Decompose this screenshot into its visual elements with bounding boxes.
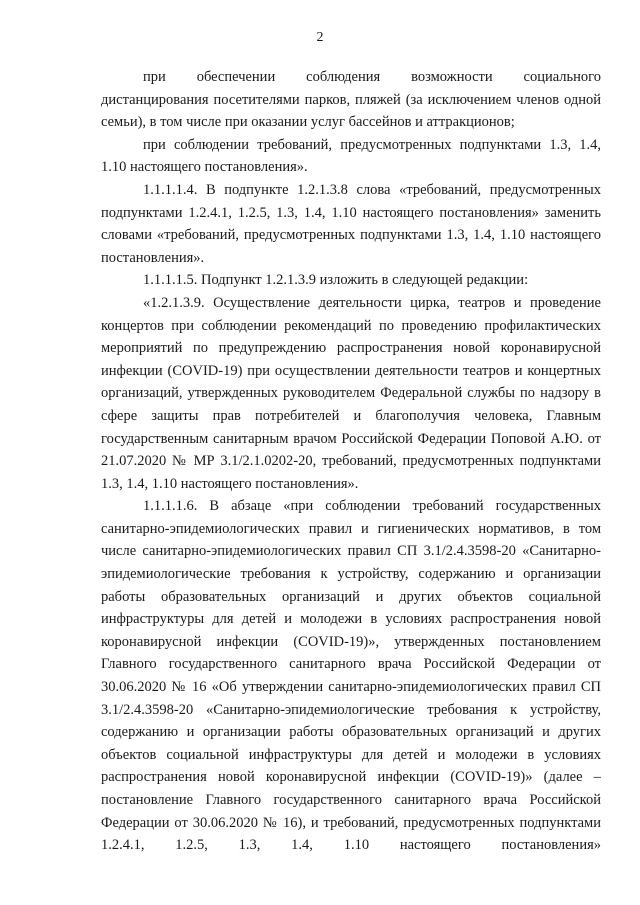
document-body [101,66,601,857]
page-number: 2 [316,30,324,45]
paragraph-1-1-1-1-4: 1.1.1.1.4. В подпункте 1.2.1.3.8 слова «требований, предусмотренных подпунктами 1.2.4.1, 1.2.5, 1.3, 1.4, 1.10 настоящего постановления» заменить словами «требований, предусмотренных подпунктами 1.3, 1.4, 1.10 настоящего постановления». [101,181,601,266]
paragraph-distancing: при обеспечении соблюдения возможности социального дистанцирования посетителями парков, пляжей (за исключением членов одной семьи), в том числе при оказании услуг бассейнов и аттракционов; [101,69,601,131]
paragraph-1-2-1-3-9: «1.2.1.3.9. Осуществление деятельности цирка, театров и проведение концертов при соблюдении рекомендаций по проведению профилактических мероприятий по предупреждению распространения новой коронавирусной инфекции (COVID-19) при осуществлении деятельности театров и концертных организаций, утвержденных руководителем Федеральной службы по надзору в сфере защиты прав потребителей и благополучия человека, Главным государственным санитарным врачом Российской Федерации Поповой А.Ю. от 21.07.2020 № МР 3.1/2.1.0202-20, требований, предусмотренных подпунктами 1.3, 1.4, 1.10 настоящего постановления». [101,294,601,492]
paragraph-requirements: при соблюдении требований, предусмотренных подпунктами 1.3, 1.4, 1.10 настоящего постановления». [101,136,601,176]
paragraph-1-1-1-1-6: 1.1.1.1.6. В абзаце «при соблюдении требований государственных санитарно-эпидемиологических правил и гигиенических нормативов, в том числе санитарно-эпидемиологических правил СП 3.1/2.4.3598-20 «Санитарно-эпидемиологические требования к устройству, содержанию и организации работы образовательных организаций и других объектов социальной инфраструктуры для детей и молодежи в условиях распространения новой коронавирусной инфекции (COVID-19)», утвержденных постановлением Главного государственного санитарного врача Российской Федерации от 30.06.2020 № 16 «Об утверждении санитарно-эпидемиологических правил СП 3.1/2.4.3598-20 «Санитарно-эпидемиологические требования к устройству, содержанию и организации работы образовательных организаций и других объектов социальной инфраструктуры для детей и молодежи в условиях распространения новой коронавирусной инфекции (COVID-19)» (далее – постановление Главного государственного санитарного врача Российской Федерации от 30.06.2020 № 16), и требований, предусмотренных подпунктами 1.2.4.1, 1.2.5, 1.3, 1.4, 1.10 настоящего постановления» [101,498,601,854]
paragraph-1-1-1-1-5: 1.1.1.1.5. Подпункт 1.2.1.3.9 изложить в следующей редакции: [143,272,529,289]
